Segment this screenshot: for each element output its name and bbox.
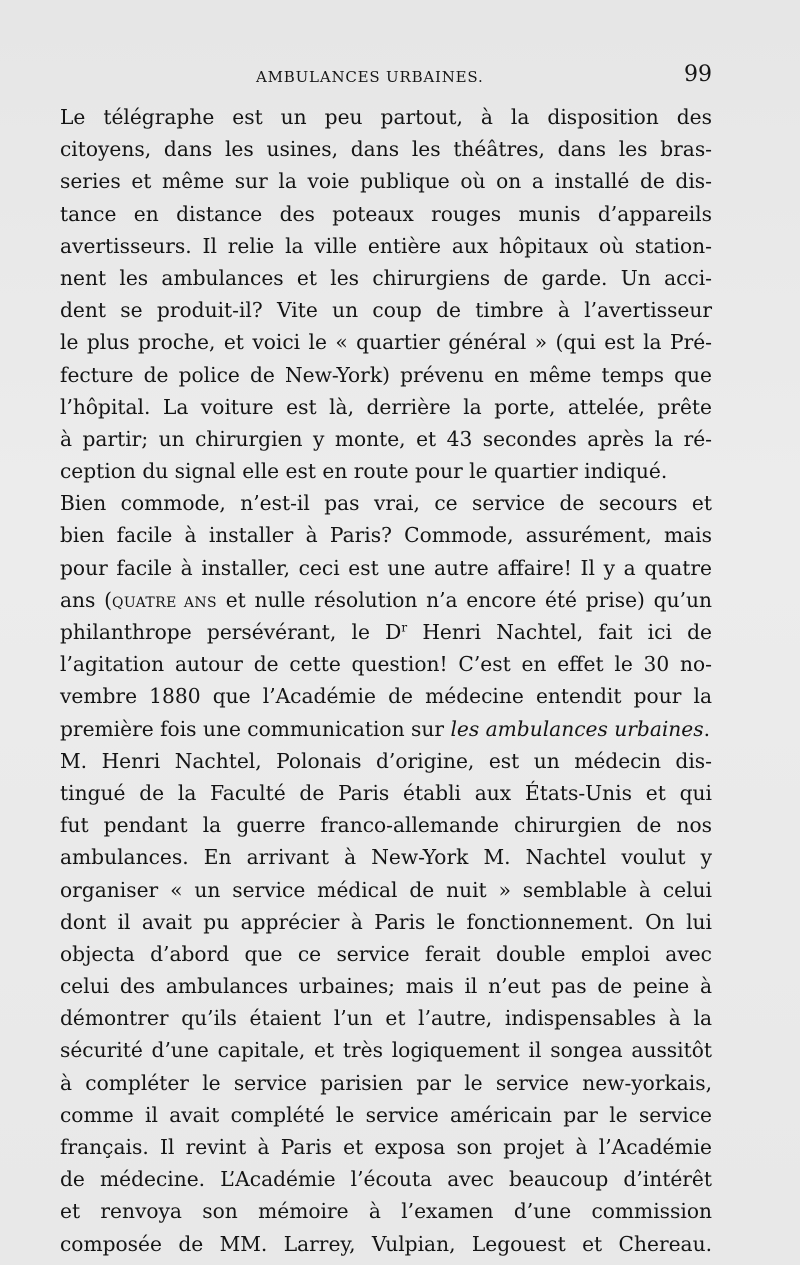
text-line: citoyens, dans les usines, dans les théâtres, dans les bras- — [60, 137, 712, 162]
text-line: l’agitation autour de cette question! C’est en effet le 30 no- — [60, 652, 712, 677]
text-line: à compléter le service parisien par le service new-yorkais, — [60, 1070, 712, 1095]
text-line: de médecine. L’Académie l’écouta avec beaucoup d’intérêt — [60, 1167, 712, 1192]
text-line — [60, 616, 712, 648]
text-line: objecta d’abord que ce service ferait double emploi avec — [60, 941, 712, 966]
small-caps-text: QUATRE ANS — [112, 594, 217, 611]
text-line: M. Henri Nachtel, Polonais d’origine, est un médecin dis- — [60, 748, 712, 773]
text-line: ambulances. En arrivant à New-York M. Nachtel voulut y — [60, 845, 712, 870]
text-line: avertisseurs. Il relie la ville entière aux hôpitaux où station- — [60, 233, 712, 258]
text-line — [60, 713, 712, 745]
line-text: . — [703, 716, 711, 741]
text-line: français. Il revint à Paris et exposa son projet à l’Académie — [60, 1135, 712, 1159]
line-text: Henri Nachtel, fait ici de — [407, 620, 712, 644]
text-line: dent se produit-il? Vite un coup de timbre à l’avertisseur — [60, 298, 712, 323]
running-title: AMBULANCES URBAINES. — [256, 68, 484, 86]
text-line: fut pendant la guerre franco-allemande chirurgien de nos — [60, 813, 712, 838]
text-line: celui des ambulances urbaines; mais il n’eut pas de peine à — [60, 974, 712, 999]
text-line: pour facile à installer, ceci est une autre affaire! Il y a quatre — [60, 555, 712, 580]
italic-text: les ambulances urbaines — [450, 716, 704, 741]
text-line — [60, 584, 712, 616]
text-line: sécurité d’une capitale, et très logiquement il songea aussitôt — [60, 1038, 712, 1063]
text-line: fecture de police de New-York) prévenu en même temps que — [60, 362, 712, 387]
text-line: à partir; un chirurgien y monte, et 43 secondes après la ré- — [60, 426, 712, 451]
line-text: philanthrope persévérant, le D — [60, 620, 402, 644]
text-line: ception du signal elle est en route pour le quartier indiqué. — [60, 459, 668, 484]
line-text: ans ( — [60, 587, 112, 612]
text-line: vembre 1880 que l’Académie de médecine entendit pour la — [60, 684, 712, 709]
text-line: composée de MM. Larrey, Vulpian, Legouest et Chereau. — [60, 1231, 712, 1256]
text-line: bien facile à installer à Paris? Commode, assurément, mais — [60, 523, 712, 548]
superscript-text: r — [401, 620, 408, 635]
text-line: comme il avait complété le service américain par le service — [60, 1102, 712, 1127]
text-line: l’hôpital. La voiture est là, derrière la porte, attelée, prête — [60, 394, 712, 419]
text-line: tance en distance des poteaux rouges munis d’appareils — [60, 201, 712, 226]
text-line: Le télégraphe est un peu partout, à la disposition des — [60, 105, 712, 129]
body-text — [60, 101, 712, 1260]
text-line: le plus proche, et voici le « quartier général » (qui est la Pré- — [60, 330, 712, 355]
text-line: et renvoya son mémoire à l’examen d’une commission — [60, 1199, 712, 1224]
text-line: démontrer qu’ils étaient l’un et l’autre, indispensables à la — [60, 1006, 712, 1031]
text-line: tingué de la Faculté de Paris établi aux États-Unis et qui — [60, 780, 712, 805]
page-number: 99 — [684, 62, 712, 87]
line-text: première fois une communication sur — [60, 716, 451, 741]
page-header — [60, 62, 712, 92]
text-line: Bien commode, n’est-il pas vrai, ce service de secours et — [60, 491, 712, 516]
text-line: dont il avait pu apprécier à Paris le fonctionnement. On lui — [60, 909, 712, 934]
text-line: series et même sur la voie publique où on a installé de dis- — [60, 169, 712, 194]
text-line: organiser « un service médical de nuit » semblable à celui — [60, 877, 712, 902]
text-line: nent les ambulances et les chirurgiens de garde. Un acci- — [60, 265, 712, 290]
line-text: et nulle résolution n’a encore été prise) qu’un — [217, 587, 712, 612]
